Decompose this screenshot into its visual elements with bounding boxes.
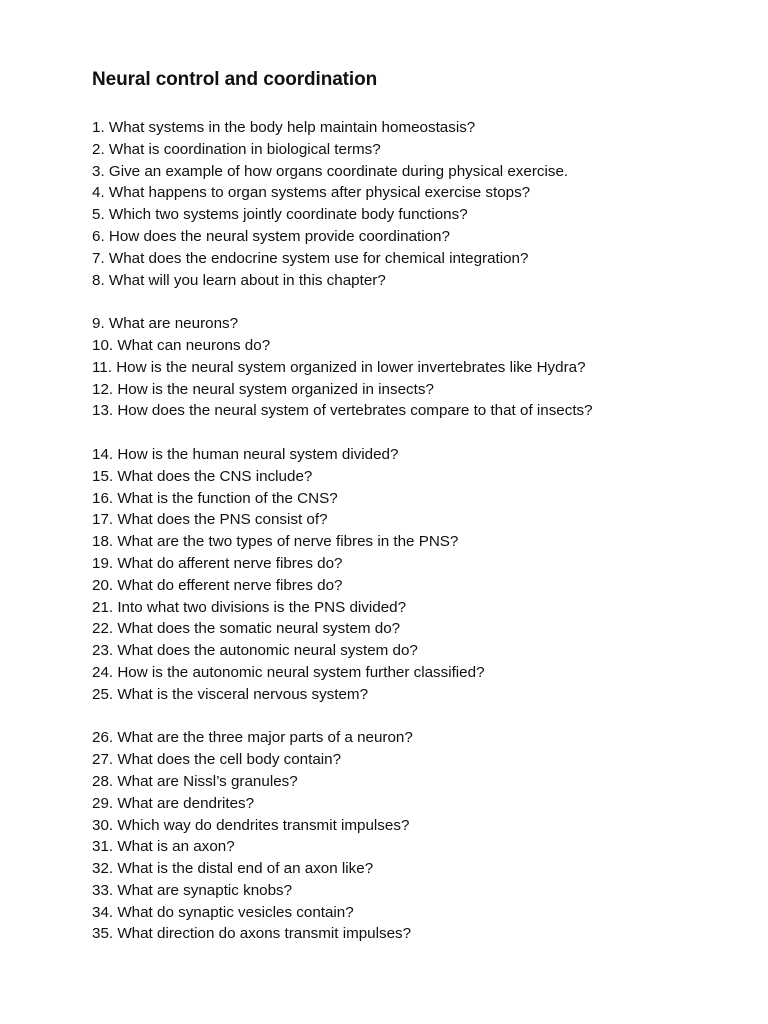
question-3: 3. Give an example of how organs coordinate during physical exercise. <box>92 162 569 180</box>
question-15: 15. What does the CNS include? <box>92 467 313 485</box>
question-group-2 <box>92 313 742 422</box>
question-18: 18. What are the two types of nerve fibres in the PNS? <box>92 533 459 551</box>
question-22: 22. What does the somatic neural system do? <box>92 620 401 638</box>
question-29: 29. What are dendrites? <box>92 794 255 812</box>
question-list <box>92 117 742 945</box>
question-34: 34. What do synaptic vesicles contain? <box>92 903 354 921</box>
question-25: 25. What is the visceral nervous system? <box>92 685 369 703</box>
question-7: 7. What does the endocrine system use for chemical integration? <box>92 249 529 267</box>
question-26: 26. What are the three major parts of a neuron? <box>92 729 413 747</box>
question-14: 14. How is the human neural system divided? <box>92 445 399 463</box>
document-page <box>92 66 742 967</box>
question-group-4 <box>92 727 742 945</box>
question-28: 28. What are Nissl’s granules? <box>92 772 298 790</box>
question-20: 20. What do efferent nerve fibres do? <box>92 576 343 594</box>
question-11: 11. How is the neural system organized in lower invertebrates like Hydra? <box>92 358 586 376</box>
question-16: 16. What is the function of the CNS? <box>92 489 338 507</box>
question-27: 27. What does the cell body contain? <box>92 751 342 769</box>
question-9: 9. What are neurons? <box>92 315 239 333</box>
question-10: 10. What can neurons do? <box>92 336 271 354</box>
question-24: 24. How is the autonomic neural system further classified? <box>92 663 485 681</box>
question-32: 32. What is the distal end of an axon like? <box>92 860 374 878</box>
question-4: 4. What happens to organ systems after physical exercise stops? <box>92 184 531 202</box>
question-23: 23. What does the autonomic neural system do? <box>92 642 418 660</box>
question-group-3 <box>92 444 742 706</box>
question-33: 33. What are synaptic knobs? <box>92 881 293 899</box>
question-19: 19. What do afferent nerve fibres do? <box>92 554 343 572</box>
question-1: 1. What systems in the body help maintain homeostasis? <box>92 119 476 136</box>
question-group-1 <box>92 117 742 291</box>
question-35: 35. What direction do axons transmit impulses? <box>92 925 412 943</box>
question-6: 6. How does the neural system provide coordination? <box>92 227 450 245</box>
document-title: Neural control and coordination <box>92 69 378 90</box>
question-13: 13. How does the neural system of vertebrates compare to that of insects? <box>92 402 593 420</box>
question-31: 31. What is an axon? <box>92 838 235 856</box>
question-8: 8. What will you learn about in this chapter? <box>92 271 386 289</box>
question-30: 30. Which way do dendrites transmit impulses? <box>92 816 410 834</box>
question-5: 5. Which two systems jointly coordinate body functions? <box>92 206 468 224</box>
question-21: 21. Into what two divisions is the PNS divided? <box>92 598 407 616</box>
question-17: 17. What does the PNS consist of? <box>92 511 328 529</box>
question-2: 2. What is coordination in biological terms? <box>92 140 381 158</box>
question-12: 12. How is the neural system organized in insects? <box>92 380 434 398</box>
